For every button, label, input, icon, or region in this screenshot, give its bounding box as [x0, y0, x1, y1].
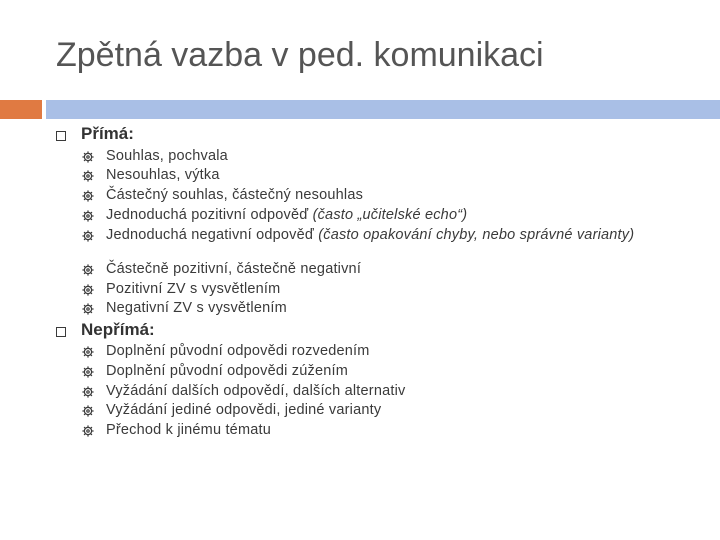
- list-item-label: Přechod k jinému tématu: [106, 422, 271, 438]
- gear-icon: [81, 424, 95, 438]
- list-item-label: Vyžádání dalších odpovědí, dalších alternativ: [106, 383, 406, 399]
- list-item-text: [106, 344, 666, 359]
- gear-icon: [81, 169, 95, 183]
- gear-icon: [81, 365, 95, 379]
- list-item-text: [106, 403, 666, 418]
- list-item-text: [106, 149, 666, 164]
- gear-icon: [81, 404, 95, 418]
- gear-icon: [81, 229, 95, 243]
- list-item-text: [106, 364, 666, 379]
- gear-icon: [81, 385, 95, 399]
- gear-icon: [81, 283, 95, 297]
- gear-icon: [81, 150, 95, 164]
- list-item-label: Souhlas, pochvala: [106, 148, 228, 164]
- list-item-text: [106, 384, 666, 399]
- list-item-label: Jednoduchá negativní odpověď: [106, 227, 319, 243]
- gear-icon: [81, 263, 95, 277]
- list-item-label: Vyžádání jediné odpovědi, jediné varianty: [106, 402, 382, 418]
- list-item-text: [106, 301, 666, 316]
- gear-icon: [81, 189, 95, 203]
- list-item-label: Pozitivní ZV s vysvětlením: [106, 281, 281, 297]
- list-item-label: Doplnění původní odpovědi zúžením: [106, 363, 348, 379]
- list-item-text: [106, 208, 666, 223]
- section-title: Přímá:: [81, 124, 134, 143]
- gear-icon: [81, 302, 95, 316]
- list-item-label: Částečně pozitivní, částečně negativní: [106, 261, 362, 277]
- list-item-text: [106, 228, 666, 243]
- hollow-square-icon: [56, 327, 66, 337]
- list-item-label: Jednoduchá pozitivní odpověď: [106, 207, 313, 223]
- list-item-note: (často opakování chyby, nebo správné varianty): [318, 227, 635, 243]
- list-item-text: [106, 168, 666, 183]
- slide-title: Zpětná vazba v ped. komunikaci: [56, 36, 544, 74]
- section-title: Nepřímá:: [81, 320, 155, 339]
- list-item-label: Doplnění původní odpovědi rozvedením: [106, 343, 370, 359]
- list-item-note: (často „učitelské echo“): [312, 207, 468, 223]
- list-item-text: [106, 188, 666, 203]
- gear-icon: [81, 209, 95, 223]
- list-item-text: [106, 262, 666, 277]
- list-item-text: [106, 282, 666, 297]
- list-item-label: Negativní ZV s vysvětlením: [106, 300, 287, 316]
- list-item-text: [106, 423, 666, 438]
- gear-icon: [81, 345, 95, 359]
- list-item-label: Nesouhlas, výtka: [106, 167, 220, 183]
- list-item-label: Částečný souhlas, částečný nesouhlas: [106, 187, 364, 203]
- hollow-square-icon: [56, 131, 66, 141]
